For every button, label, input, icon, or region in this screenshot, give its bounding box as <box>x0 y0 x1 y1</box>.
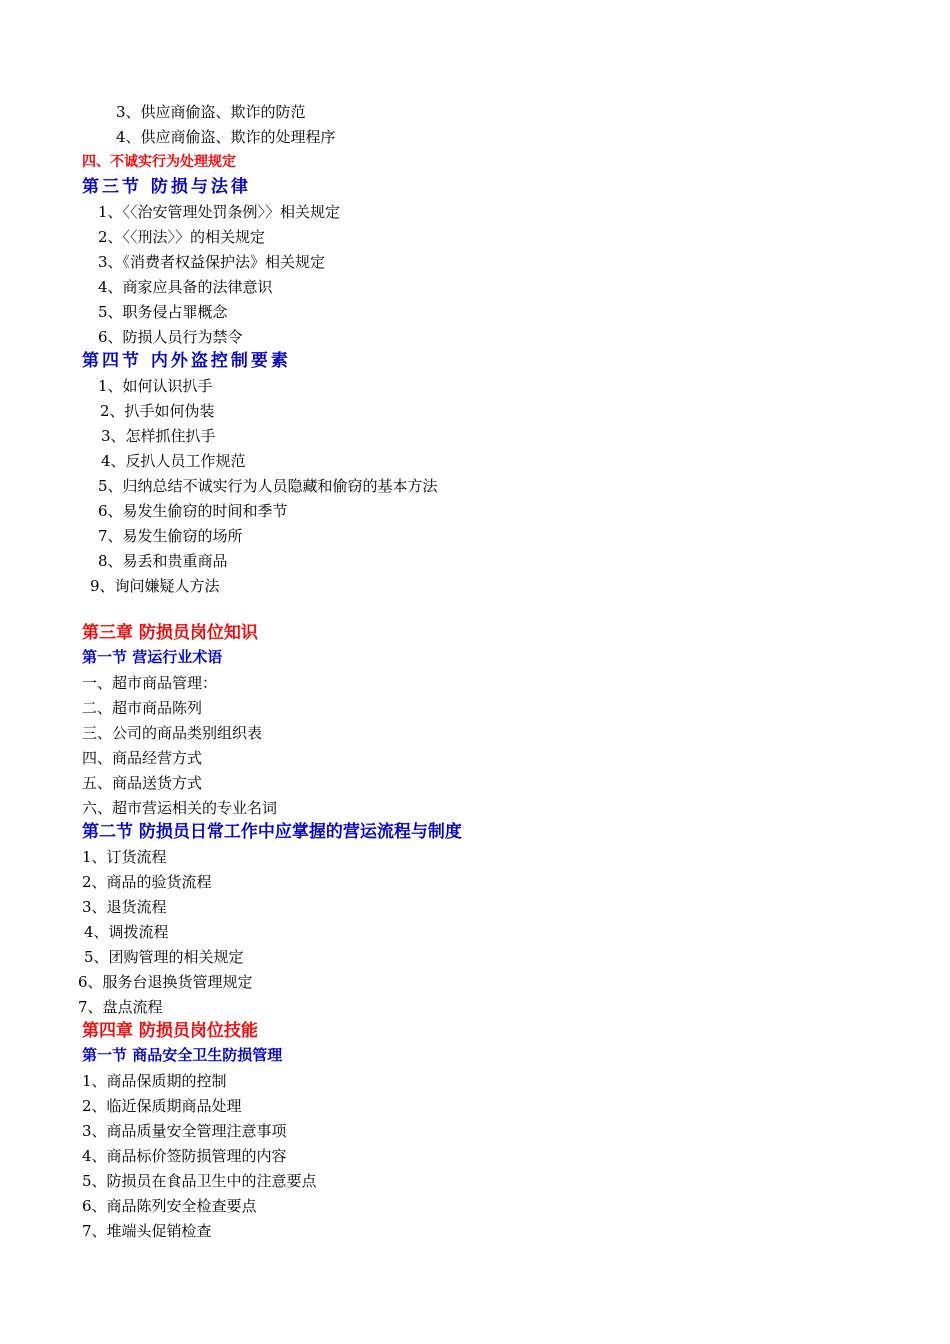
list-item: 1、订货流程 <box>82 848 167 866</box>
list-item: 三、公司的商品类别组织表 <box>82 724 263 742</box>
list-item: 2、临近保质期商品处理 <box>82 1097 242 1115</box>
list-item: 5、职务侵占罪概念 <box>98 303 228 321</box>
list-item: 8、易丢和贵重商品 <box>98 552 228 570</box>
list-item: 6、服务台退换货管理规定 <box>78 973 253 991</box>
list-item: 五、商品送货方式 <box>82 774 203 792</box>
list-item: 3、商品质量安全管理注意事项 <box>82 1122 287 1140</box>
list-item: 2、扒手如何伪装 <box>100 402 215 420</box>
list-item: 二、超市商品陈列 <box>82 699 203 717</box>
list-item: 3、《消费者权益保护法》相关规定 <box>98 253 326 271</box>
list-item: 5、团购管理的相关规定 <box>84 948 244 966</box>
section-heading: 第二节 防损员日常工作中应掌握的营运流程与制度 <box>82 822 462 842</box>
list-item: 7、堆端头促销检查 <box>82 1222 212 1240</box>
chapter-heading: 第三章 防损员岗位知识 <box>82 623 258 643</box>
list-item: 7、易发生偷窃的场所 <box>98 527 243 545</box>
list-item: 4、反扒人员工作规范 <box>101 452 246 470</box>
list-item: 6、商品陈列安全检查要点 <box>82 1197 257 1215</box>
list-item: 3、供应商偷盗、欺诈的防范 <box>116 103 306 121</box>
list-item: 2、〈〈刑法〉〉的相关规定 <box>98 228 266 246</box>
section-heading: 四、不诚实行为处理规定 <box>82 154 236 170</box>
list-item: 1、商品保质期的控制 <box>82 1072 227 1090</box>
section-heading: 第一节 商品安全卫生防损管理 <box>82 1046 283 1064</box>
list-item: 3、退货流程 <box>82 898 167 916</box>
list-item: 4、调拨流程 <box>84 923 169 941</box>
list-item: 3、怎样抓住扒手 <box>101 427 216 445</box>
list-item: 9、询问嫌疑人方法 <box>90 577 220 595</box>
list-item: 6、防损人员行为禁令 <box>98 328 243 346</box>
list-item: 1、如何认识扒手 <box>98 377 213 395</box>
section-heading: 第一节 营运行业术语 <box>82 648 223 666</box>
list-item: 7、盘点流程 <box>78 998 163 1016</box>
list-item: 5、归纳总结不诚实行为人员隐藏和偷窃的基本方法 <box>98 477 438 495</box>
list-item: 4、商品标价签防损管理的内容 <box>82 1147 287 1165</box>
list-item: 6、易发生偷窃的时间和季节 <box>98 502 288 520</box>
list-item: 六、超市营运相关的专业名词 <box>82 799 278 817</box>
section-heading: 第四节 内外盗控制要素 <box>82 351 291 371</box>
list-item: 4、供应商偷盗、欺诈的处理程序 <box>116 128 336 146</box>
list-item: 四、商品经营方式 <box>82 749 203 767</box>
list-item: 5、防损员在食品卫生中的注意要点 <box>82 1172 317 1190</box>
chapter-heading: 第四章 防损员岗位技能 <box>82 1021 258 1041</box>
list-item: 1、〈〈治安管理处罚条例〉〉相关规定 <box>98 203 341 221</box>
list-item: 一、超市商品管理： <box>82 674 218 692</box>
list-item: 4、商家应具备的法律意识 <box>98 278 273 296</box>
section-heading: 第三节 防损与法律 <box>82 177 251 197</box>
list-item: 2、商品的验货流程 <box>82 873 212 891</box>
